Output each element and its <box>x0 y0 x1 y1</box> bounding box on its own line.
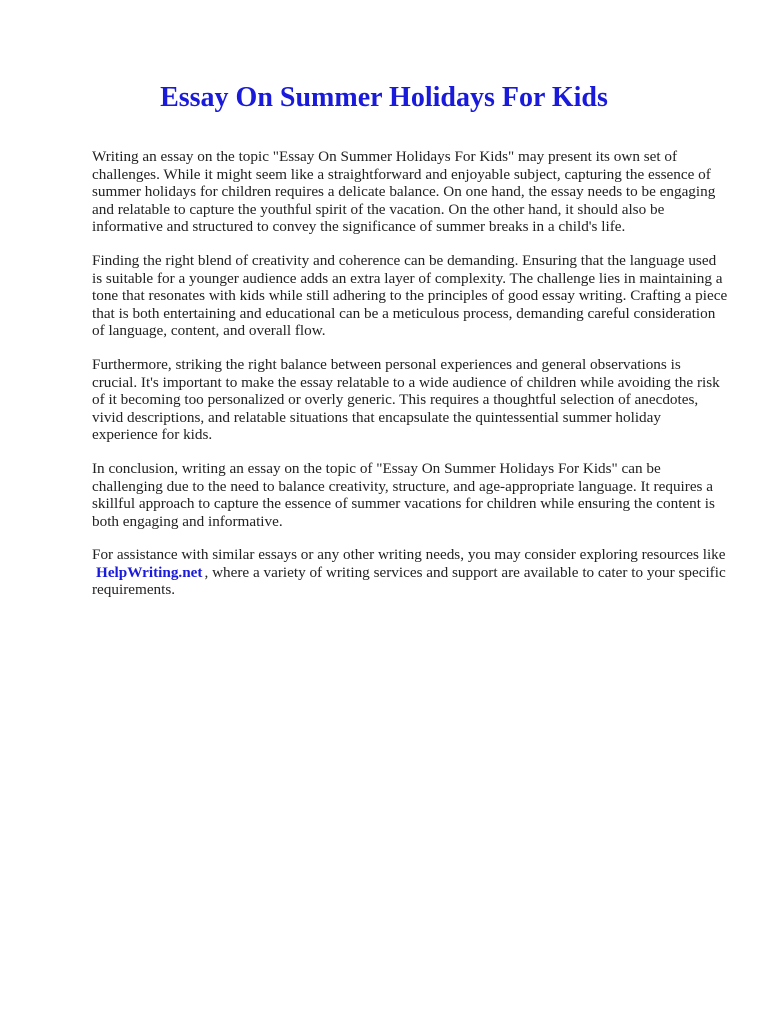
closing-text-before-link: For assistance with similar essays or any other writing needs, you may consider exploring resources like <box>92 546 726 564</box>
document-body <box>92 148 728 615</box>
paragraph-4: In conclusion, writing an essay on the topic of "Essay On Summer Holidays For Kids" can be challenging due to the need to balance creativity, structure, and age-appropriate language. It requires a skillful approach to capture the essence of summer vacations for children while ensuring the content is both engaging and informative. <box>92 459 715 530</box>
paragraph-3: Furthermore, striking the right balance between personal experiences and general observations is crucial. It's important to make the essay relatable to a wide audience of children while avoiding the risk of it becoming too personalized or overly generic. This requires a thoughtful selection of anecdotes, vivid descriptions, and relatable situations that encapsulate the quintessential summer holiday experience for kids. <box>92 355 720 444</box>
paragraph-1: Writing an essay on the topic "Essay On Summer Holidays For Kids" may present its own set of challenges. While it might seem like a straightforward and enjoyable subject, capturing the essence of summer holidays for children requires a delicate balance. On one hand, the essay needs to be engaging and relatable to capture the youthful spirit of the vacation. On the other hand, it should also be informative and structured to convey the significance of summer breaks in a child's life. <box>92 148 716 236</box>
paragraph-2: Finding the right blend of creativity and coherence can be demanding. Ensuring that the language used is suitable for a younger audience adds an extra layer of complexity. The challenge lies in maintaining a tone that resonates with kids while still adhering to the principles of good essay writing. Crafting a piece that is both entertaining and educational can be a meticulous process, demanding careful consideration of language, content, and overall flow. <box>92 251 728 340</box>
closing-paragraph <box>92 546 728 599</box>
document-title: Essay On Summer Holidays For Kids <box>160 82 608 113</box>
helpwriting-link[interactable]: HelpWriting.net <box>96 563 203 581</box>
closing-text-after-link: , where a variety of writing services and support are available to cater to your specific requirements. <box>92 563 726 599</box>
